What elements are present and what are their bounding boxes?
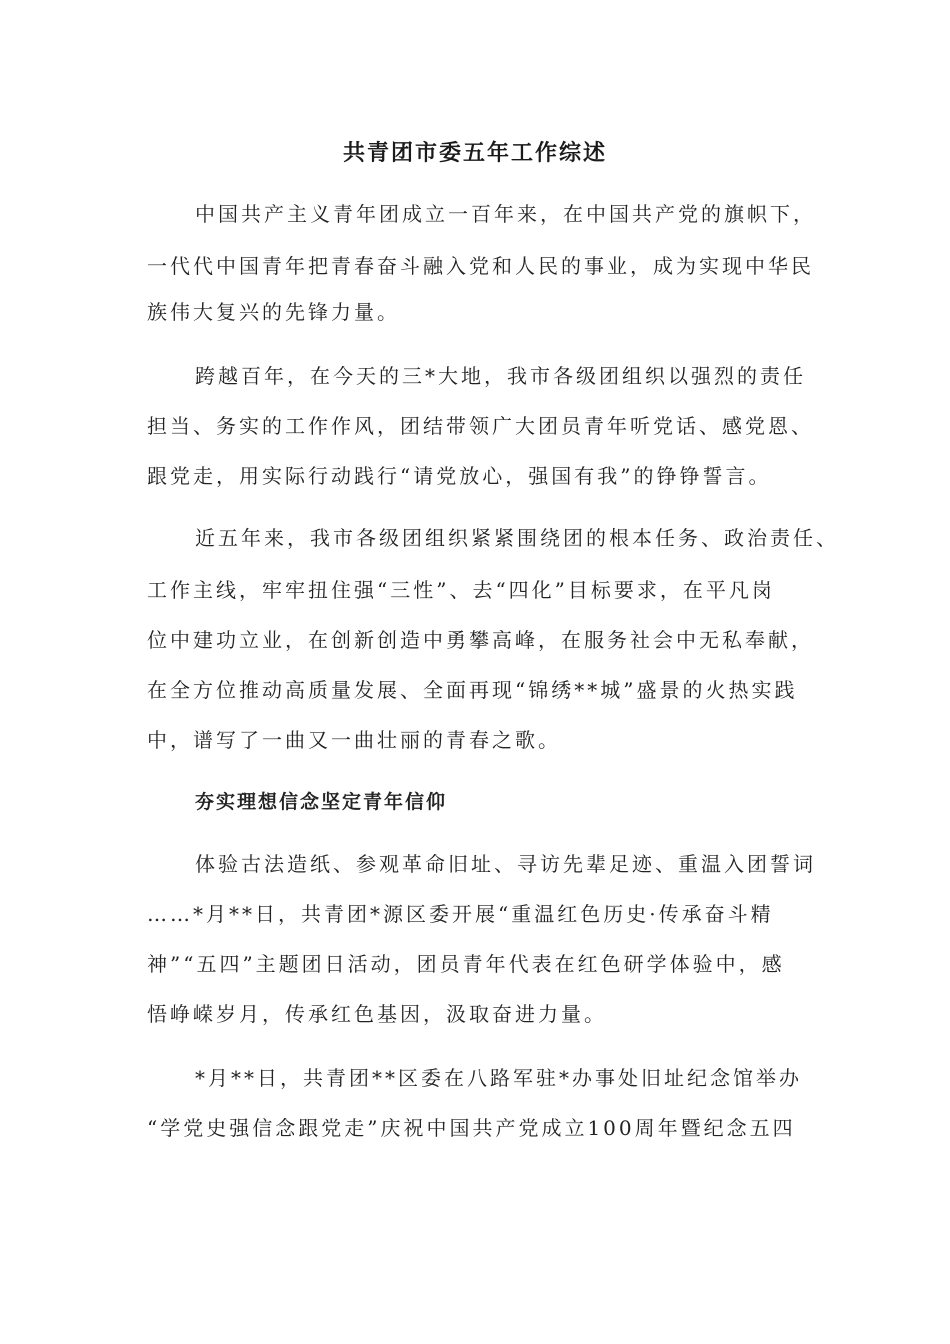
paragraph-line: 中，谱写了一曲又一曲壮丽的青春之歌。 bbox=[147, 728, 561, 752]
paragraph-line: 近五年来，我市各级团组织紧紧围绕团的根本任务、政治责任、 bbox=[195, 526, 839, 550]
paragraph-line: 跨越百年，在今天的三*大地，我市各级团组织以强烈的责任 bbox=[195, 364, 806, 388]
paragraph-line: 族伟大复兴的先锋力量。 bbox=[147, 300, 400, 324]
paragraph-line: ……*月**日，共青团*源区委开展“重温红色历史·传承奋斗精 bbox=[147, 902, 774, 926]
document-title: 共青团市委五年工作综述 bbox=[342, 141, 607, 166]
section-heading: 夯实理想信念坚定青年信仰 bbox=[195, 791, 448, 813]
paragraph-line: 悟峥嵘岁月，传承红色基因，汲取奋进力量。 bbox=[147, 1002, 607, 1026]
paragraph-line: 一代代中国青年把青春奋斗融入党和人民的事业，成为实现中华民 bbox=[147, 254, 814, 278]
paragraph-line: 体验古法造纸、参观革命旧址、寻访先辈足迹、重温入团誓词 bbox=[195, 852, 816, 876]
paragraph-line: 位中建功立业，在创新创造中勇攀高峰，在服务社会中无私奉献， bbox=[147, 628, 814, 652]
paragraph-line: 在全方位推动高质量发展、全面再现“锦绣**城”盛景的火热实践 bbox=[147, 678, 798, 702]
paragraph-line: 中国共产主义青年团成立一百年来，在中国共产党的旗帜下， bbox=[195, 202, 816, 226]
paragraph-line: 工作主线，牢牢扭住强“三性”、去“四化”目标要求，在平凡岗 bbox=[147, 578, 775, 602]
paragraph-line: *月**日，共青团**区委在八路军驻*办事处旧址纪念馆举办 bbox=[195, 1066, 802, 1090]
paragraph-line: 担当、务实的工作作风，团结带领广大团员青年听党话、感党恩、 bbox=[147, 414, 814, 438]
paragraph-line: “学党史强信念跟党走”庆祝中国共产党成立100周年暨纪念五四 bbox=[147, 1116, 796, 1140]
paragraph-line: 跟党走，用实际行动践行“请党放心，强国有我”的铮铮誓言。 bbox=[147, 464, 772, 488]
paragraph-line: 神”“五四”主题团日活动，团员青年代表在红色研学体验中，感 bbox=[147, 952, 785, 976]
